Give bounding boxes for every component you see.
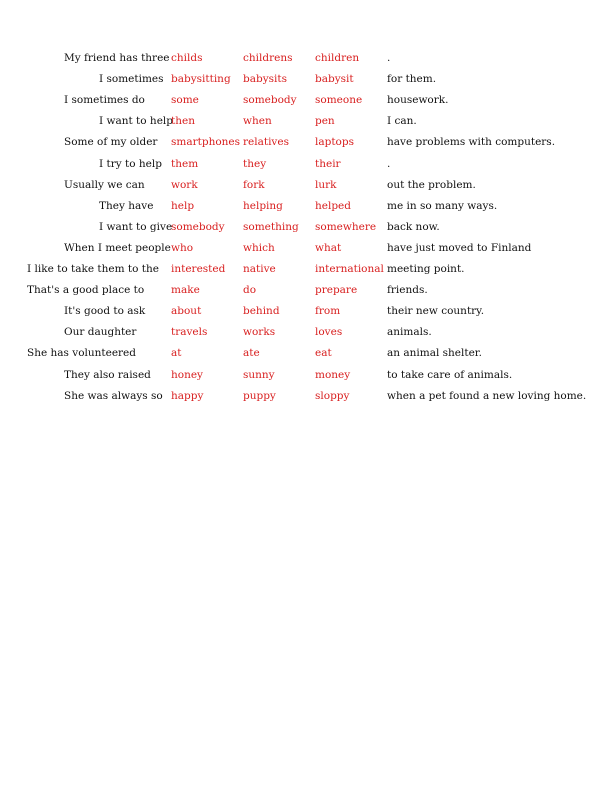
sentence-prompt: I want to give [99, 220, 173, 233]
answer-option-a[interactable]: then [171, 115, 195, 128]
answer-option-c[interactable]: sloppy [315, 389, 350, 402]
sentence-prompt: I sometimes [99, 73, 164, 86]
sentence-prompt: They also raised [64, 368, 151, 381]
sentence-prompt: My friend has three [64, 52, 170, 64]
sentence-ending: . [387, 157, 391, 170]
answer-option-b[interactable]: works [243, 326, 276, 339]
sentence-prompt: I try to help [99, 157, 162, 170]
answer-option-a[interactable]: smartphones [171, 136, 241, 149]
answer-option-a[interactable]: some [171, 94, 199, 107]
sentence-ending: meeting point. [387, 263, 465, 275]
answer-option-a[interactable]: babysitting [171, 73, 231, 86]
answer-option-c[interactable]: somewhere [315, 220, 377, 233]
answer-option-a[interactable]: work [171, 178, 198, 191]
answer-option-b[interactable]: puppy [243, 389, 276, 402]
sentence-ending: when a pet found a new loving home. [387, 389, 587, 402]
answer-option-c[interactable]: pen [315, 115, 335, 128]
sentence-prompt: I want to help [99, 115, 173, 128]
sentence-ending: their new country. [387, 305, 485, 318]
sentence-ending: I can. [387, 115, 417, 128]
answer-option-b[interactable]: sunny [243, 368, 275, 381]
sentence-row [0, 49, 612, 67]
answer-option-c[interactable]: laptops [315, 136, 354, 149]
sentence-row [0, 239, 612, 257]
sentence-row [0, 112, 612, 130]
sentence-ending: back now. [387, 220, 440, 233]
sentence-ending: have problems with computers. [387, 136, 556, 149]
sentence-row [0, 176, 612, 194]
answer-option-c[interactable]: from [315, 305, 341, 318]
answer-option-b[interactable]: native [243, 263, 276, 275]
answer-option-a[interactable]: make [171, 284, 200, 297]
sentence-prompt: I sometimes do [64, 94, 145, 107]
answer-option-b[interactable]: do [243, 284, 257, 297]
sentence-ending: animals. [387, 326, 432, 339]
answer-option-a[interactable]: interested [171, 263, 226, 275]
sentence-prompt: Our daughter [64, 326, 137, 339]
answer-option-c[interactable]: what [315, 241, 342, 254]
sentence-row [0, 302, 612, 320]
sentence-prompt: That's a good place to [27, 284, 145, 297]
sentence-row [0, 323, 612, 341]
sentence-row [0, 155, 612, 173]
sentence-row [0, 91, 612, 109]
answer-option-b[interactable]: fork [243, 178, 265, 191]
sentence-ending: an animal shelter. [387, 347, 483, 360]
answer-option-b[interactable]: helping [243, 199, 283, 212]
sentence-prompt: She was always so [64, 389, 163, 402]
sentence-row [0, 260, 612, 278]
sentence-prompt: She has volunteered [27, 347, 136, 360]
sentence-ending: to take care of animals. [387, 368, 513, 381]
answer-option-c[interactable]: helped [315, 199, 351, 212]
answer-option-b[interactable]: behind [243, 305, 280, 318]
answer-option-b[interactable]: when [243, 115, 272, 128]
sentence-ending: out the problem. [387, 178, 476, 191]
sentence-ending: me in so many ways. [387, 199, 498, 212]
answer-option-a[interactable]: about [171, 305, 202, 318]
sentence-row [0, 218, 612, 236]
answer-option-c[interactable]: money [315, 368, 351, 381]
answer-option-a[interactable]: somebody [171, 220, 225, 233]
answer-option-c[interactable]: loves [315, 326, 343, 339]
sentence-prompt: When I meet people [64, 241, 171, 254]
answer-option-a[interactable]: help [171, 199, 195, 212]
sentence-row [0, 70, 612, 88]
answer-option-b[interactable]: something [243, 220, 299, 233]
answer-option-c[interactable]: babysit [315, 73, 354, 86]
answer-option-a[interactable]: childs [171, 52, 203, 64]
answer-option-c[interactable]: their [315, 157, 341, 170]
sentence-row [0, 133, 612, 151]
answer-option-b[interactable]: somebody [243, 94, 297, 107]
sentence-ending: have just moved to Finland [387, 241, 532, 254]
sentence-row [0, 366, 612, 384]
sentence-row [0, 387, 612, 405]
sentence-ending: friends. [387, 284, 428, 297]
answer-option-b[interactable]: they [243, 157, 267, 170]
answer-option-a[interactable]: happy [171, 389, 204, 402]
sentence-row [0, 197, 612, 215]
sentence-row [0, 344, 612, 362]
answer-option-b[interactable]: babysits [243, 73, 287, 86]
sentence-prompt: It's good to ask [64, 305, 146, 318]
answer-option-a[interactable]: travels [171, 326, 208, 339]
sentence-ending: for them. [387, 73, 437, 86]
answer-option-c[interactable]: lurk [315, 178, 337, 191]
sentence-row [0, 281, 612, 299]
sentence-ending: housework. [387, 94, 449, 107]
answer-option-a[interactable]: who [171, 241, 194, 254]
answer-option-a[interactable]: them [171, 157, 199, 170]
answer-option-b[interactable]: childrens [243, 52, 293, 64]
answer-option-c[interactable]: prepare [315, 284, 358, 297]
answer-option-c[interactable]: eat [315, 347, 332, 360]
answer-option-c[interactable]: children [315, 52, 360, 64]
answer-option-b[interactable]: which [243, 241, 275, 254]
sentence-prompt: Usually we can [64, 178, 145, 191]
sentence-prompt: They have [99, 199, 154, 212]
answer-option-a[interactable]: honey [171, 368, 203, 381]
answer-option-c[interactable]: someone [315, 94, 363, 107]
answer-option-b[interactable]: relatives [243, 136, 289, 149]
sentence-ending: . [387, 52, 391, 64]
answer-option-a[interactable]: at [171, 347, 182, 360]
sentence-prompt: I like to take them to the [27, 263, 159, 275]
sentence-prompt: Some of my older [64, 136, 158, 149]
answer-option-b[interactable]: ate [243, 347, 260, 360]
answer-option-c[interactable]: international [315, 263, 384, 275]
